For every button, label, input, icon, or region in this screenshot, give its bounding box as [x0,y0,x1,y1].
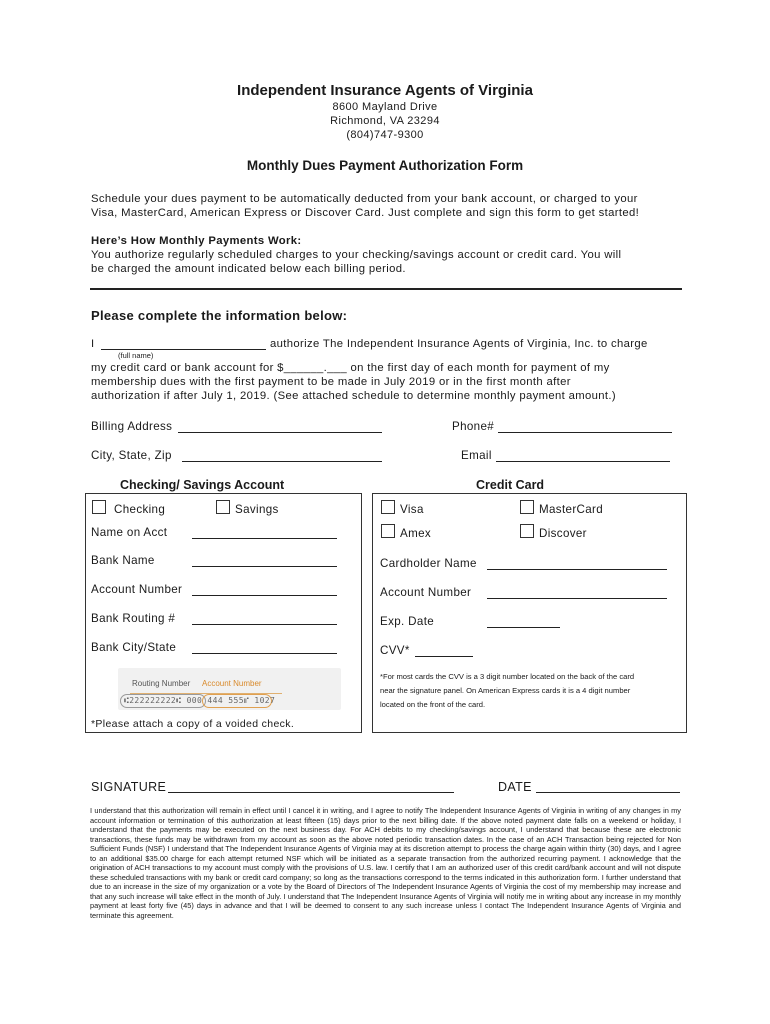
amex-checkbox[interactable] [381,524,395,538]
bank-account-number-field[interactable] [192,595,337,596]
full-name-hint: (full name) [118,351,154,360]
section-divider [90,288,682,290]
date-label: DATE [498,780,532,794]
auth-prefix: I [91,338,95,350]
auth-line-2: my credit card or bank account for $______.___ on the first day of each month for payment of my [91,362,610,374]
city-state-zip-field[interactable] [182,461,382,462]
signature-label: SIGNATURE [91,780,167,794]
billing-address-field[interactable] [178,432,382,433]
bank-heading: Checking/ Savings Account [120,478,285,492]
bank-routing-field[interactable] [192,624,337,625]
cvv-note-line-1: *For most cards the CVV is a 3 digit number located on the back of the card [380,672,635,681]
bank-account-number-label: Account Number [91,583,183,596]
cvv-field[interactable] [415,656,473,657]
discover-checkbox[interactable] [520,524,534,538]
name-on-acct-label: Name on Acct [91,526,168,539]
intro-line-1: Schedule your dues payment to be automatically deducted from your bank account, or charged to your [91,193,638,205]
void-check-note: *Please attach a copy of a voided check. [91,718,295,730]
bank-name-label: Bank Name [91,554,155,567]
bank-name-field[interactable] [192,566,337,567]
checking-label: Checking [114,503,166,516]
how-line-1: You authorize regularly scheduled charges to your checking/savings account or credit card. You will [91,249,622,261]
phone-field[interactable] [498,432,672,433]
signature-field[interactable] [168,792,454,793]
bank-routing-label: Bank Routing # [91,612,176,625]
legal-terms: I understand that this authorization will remain in effect until I cancel it in writing, and I agree to notify The Independent Insurance Agents of Virginia in writing of any changes in my account information or termination of this authorization at least fifteen (15) days prior to the next billing date. If the above noted payment date falls on a weekend or holiday, I understand that the payments may be executed on the next business day. For ACH debits to my checking/savings account, I understand that because these are electronic transactions, these funds may be withdrawn from my account as soon as the above noted periodic transaction dates. In the case of an ACH Transaction being rejected for Non Sufficient Funds (NSF) I understand that The Independent Insurance Agents of Virginia may at its discretion attempt to process the charge again within thirty (30) days, and I agree to an additional $35.00 charge for each attempt returned NSF which will be initiated as a separate transaction from the authorized recurring payment. I acknowledge that the origination of ACH transactions to my account must comply with the provisions of U.S. law. I certify that I am an authorized user of this credit card/bank account and will not dispute these scheduled transactions with my bank or credit card company; so long as the transactions correspond to the terms indicated in this authorization form. I further understand that due to an increase in the size of my organization or a vote by the Board of Directors of The Independent Insurance Agents of Virginia the cost of my membership may increase and that any such increase will take effect in the month of July. I understand that The Independent Insurance Agents of Virginia will notify me in writing about any increase in my monthly payment at least forty five (45) days in advance and that I will be deemed to consent to any such increase unless I contact The Independent Insurance Agents of Virginia and terminate this agreement. [90,806,681,920]
check-micr-line: ⑆222222222⑆ 000 444 555⑈ 1027 [124,696,276,705]
full-name-field[interactable] [101,349,266,350]
savings-label: Savings [235,503,279,516]
email-field[interactable] [496,461,670,462]
org-phone: (804)747-9300 [346,129,424,141]
how-heading: Here’s How Monthly Payments Work: [91,235,302,247]
city-state-zip-label: City, State, Zip [91,449,172,462]
card-account-number-label: Account Number [380,586,472,599]
cardholder-name-field[interactable] [487,569,667,570]
card-account-number-field[interactable] [487,598,667,599]
auth-after-name: authorize The Independent Insurance Agents of Virginia, Inc. to charge [270,338,648,350]
exp-date-label: Exp. Date [380,615,435,628]
billing-address-label: Billing Address [91,420,173,433]
section-heading: Please complete the information below: [91,308,348,323]
email-label: Email [461,449,492,462]
check-routing-label: Routing Number [132,679,191,688]
auth-line-4: authorization if after July 1, 2019. (See attached schedule to determine monthly payment amount.) [91,390,617,402]
org-city: Richmond, VA 23294 [330,115,440,127]
phone-label: Phone# [452,420,495,433]
amex-label: Amex [400,527,432,540]
exp-date-field[interactable] [487,627,560,628]
check-account-label: Account Number [202,679,262,688]
intro-line-2: Visa, MasterCard, American Express or Discover Card. Just complete and sign this form to get started! [91,207,640,219]
form-title: Monthly Dues Payment Authorization Form [246,158,524,173]
visa-label: Visa [400,503,424,516]
cvv-note-line-3: located on the front of the card. [380,700,486,709]
name-on-acct-field[interactable] [192,538,337,539]
visa-checkbox[interactable] [381,500,395,514]
check-illustration [118,668,341,710]
cardholder-name-label: Cardholder Name [380,557,477,570]
cvv-label: CVV* [380,644,410,657]
discover-label: Discover [539,527,587,540]
how-line-2: be charged the amount indicated below each billing period. [91,263,406,275]
org-title: Independent Insurance Agents of Virginia [237,82,533,99]
cvv-note-line-2: near the signature panel. On American Express cards it is a 4 digit number [380,686,631,695]
mastercard-checkbox[interactable] [520,500,534,514]
bank-city-state-label: Bank City/State [91,641,177,654]
bank-city-state-field[interactable] [192,653,337,654]
card-heading: Credit Card [476,478,545,492]
auth-line-3: membership dues with the first payment to be made in July 2019 or in the first month after [91,376,571,388]
date-field[interactable] [536,792,680,793]
mastercard-label: MasterCard [539,503,604,516]
checking-checkbox[interactable] [92,500,106,514]
savings-checkbox[interactable] [216,500,230,514]
org-street: 8600 Mayland Drive [332,101,438,113]
